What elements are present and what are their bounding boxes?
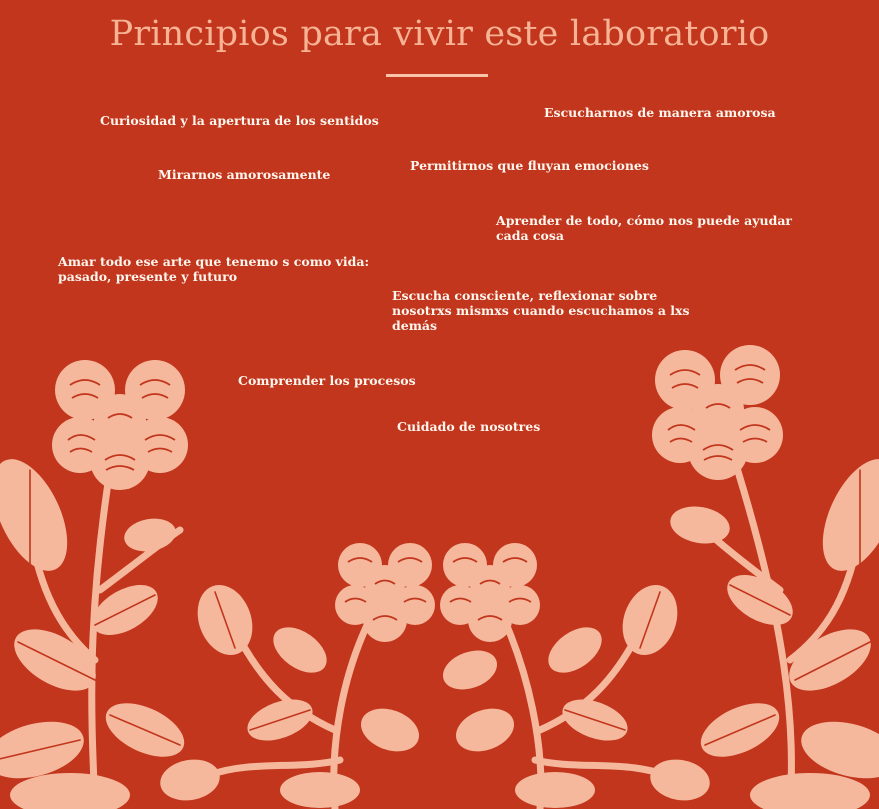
principle-mirarnos: Mirarnos amorosamente [158, 167, 331, 182]
page-title: Principios para vivir este laboratorio [109, 14, 770, 54]
principle-permitirnos: Permitirnos que fluyan emociones [410, 158, 649, 173]
center-left-plant-illustration [157, 543, 435, 809]
center-right-plant-illustration [438, 543, 713, 809]
botanical-flowers-icon [0, 330, 879, 809]
principle-escucha: Escucha consciente, reflexionar sobre nosotrxs mismxs cuando escuchamos a lxs demás [392, 288, 690, 333]
principle-cuidado: Cuidado de nosotres [397, 419, 541, 434]
principle-amar: Amar todo ese arte que tenemo s como vida: pasado, presente y futuro [58, 254, 370, 284]
right-plant-illustration [652, 345, 879, 809]
principle-aprender: Aprender de todo, cómo nos puede ayudar cada cosa [496, 213, 793, 243]
title-underline [386, 74, 488, 77]
principle-comprender: Comprender los procesos [238, 373, 416, 388]
principle-curiosidad: Curiosidad y la apertura de los sentidos [100, 113, 379, 128]
left-plant-illustration [0, 360, 192, 809]
principle-escucharnos: Escucharnos de manera amorosa [544, 105, 776, 120]
